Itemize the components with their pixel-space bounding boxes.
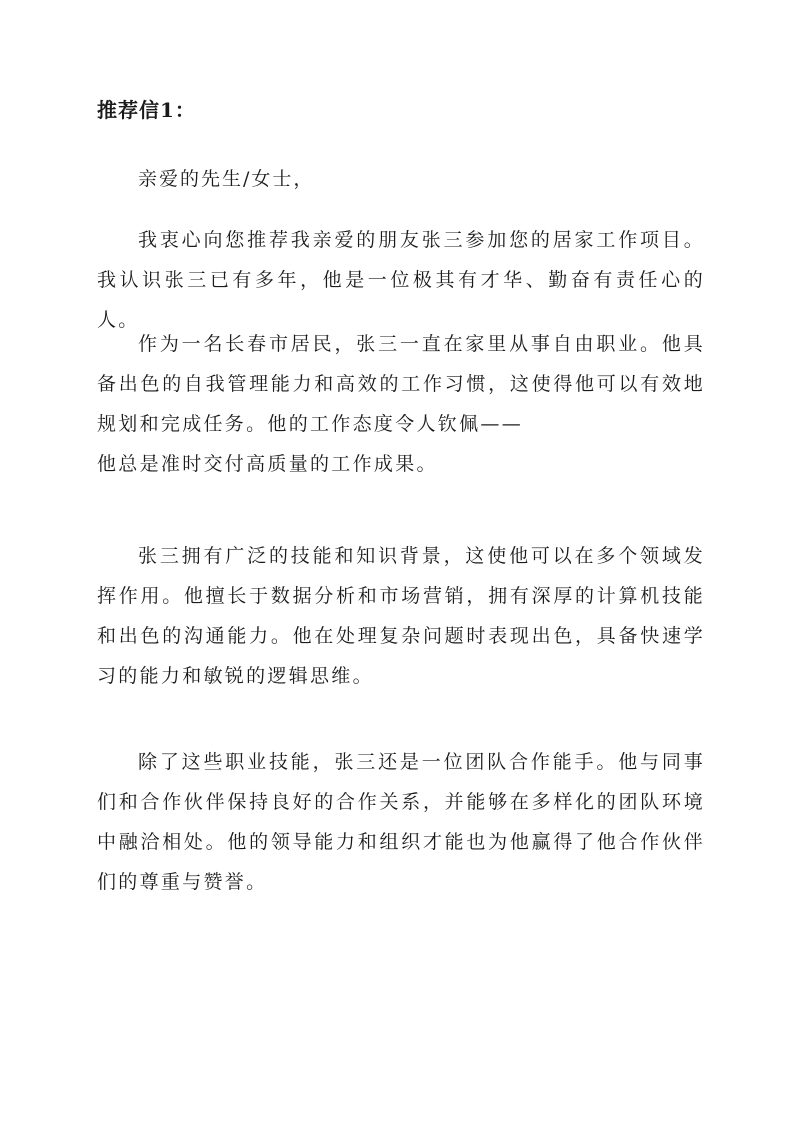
paragraph-1: 我衷心向您推荐我亲爱的朋友张三参加您的居家工作项目。我认识张三已有多年，他是一位极其有才华、勤奋有责任心的人。 bbox=[97, 229, 705, 331]
paragraph-2 bbox=[97, 324, 705, 484]
salutation: 亲爱的先生/女士， bbox=[138, 168, 315, 190]
paragraph-2-tail: 他总是准时交付高质量的工作成果。 bbox=[97, 453, 438, 475]
paragraph-3: 张三拥有广泛的技能和知识背景，这使他可以在多个领域发挥作用。他擅长于数据分析和市场营销，拥有深厚的计算机技能和出色的沟通能力。他在处理复杂问题时表现出色，具备快速学习的能力和敏锐的逻辑思维。 bbox=[97, 545, 705, 687]
paragraph-4: 除了这些职业技能，张三还是一位团队合作能手。他与同事们和合作伙伴保持良好的合作关系，并能够在多样化的团队环境中融洽相处。他的领导能力和组织才能也为他赢得了他合作伙伴们的尊重与赞誉。 bbox=[97, 751, 705, 893]
paragraph-2-body: 作为一名长春市居民，张三一直在家里从事自由职业。他具备出色的自我管理能力和高效的工作习惯，这使得他可以有效地规划和完成任务。他的工作态度令人钦佩—— bbox=[97, 333, 705, 435]
page-title: 推荐信1： bbox=[97, 98, 196, 122]
